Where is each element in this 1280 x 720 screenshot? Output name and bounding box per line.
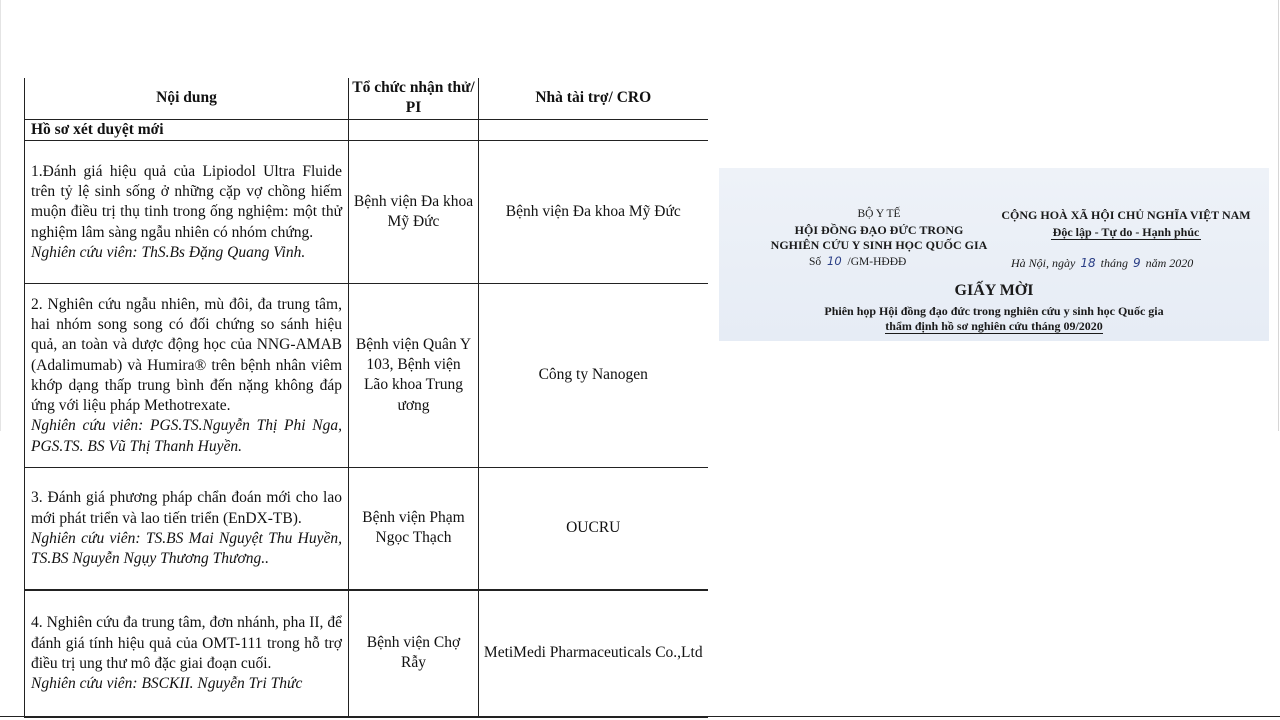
letter-subtitle-line1: Phiên họp Hội đồng đạo đức trong nghiên cứu y sinh học Quốc gia: [824, 304, 1164, 318]
sponsor-cell: Công ty Nanogen: [479, 283, 708, 467]
sponsor-cell: MetiMedi Pharmaceuticals Co.,Ltd: [479, 590, 708, 717]
study-title: 2. Nghiên cứu ngẫu nhiên, mù đôi, đa trung tâm, hai nhóm song song có đối chứng so sánh hiệu quả, an toàn và dược động học của NNG-AMAB (Adalimumab) và Humira® trên bệnh nhân viêm khớp dạng thấp trung bình đến nặng không đáp ứng với liệu pháp Methotrexate.: [31, 295, 342, 415]
header-content: Nội dung: [25, 78, 349, 119]
row-content: [25, 283, 349, 467]
letter-title: GIẤY MỜI: [954, 282, 1034, 299]
section-title: Hồ sơ xét duyệt mới: [25, 119, 349, 140]
place-date: Hà Nội, ngày 18 tháng 9 năm 2020: [1011, 256, 1194, 270]
table-row: [25, 467, 708, 590]
row-content: [25, 467, 349, 590]
sponsor-cell: Bệnh viện Đa khoa Mỹ Đức: [479, 140, 708, 283]
letter-subtitle-line2: thẩm định hồ sơ nghiên cứu tháng 09/2020: [885, 319, 1103, 333]
study-title: 3. Đánh giá phương pháp chẩn đoán mới cho lao mới phát triển và lao tiến triển (EnDX-TB).: [31, 489, 342, 527]
row-content: [25, 590, 349, 717]
document-number: Số 10 /GM-HĐĐĐ: [809, 254, 907, 268]
ministry-name: BỘ Y TẾ: [857, 208, 901, 220]
investigator: Nghiên cứu viên: PGS.TS.Nguyễn Thị Phi Nga, PGS.TS. BS Vũ Thị Thanh Huyền.: [31, 417, 342, 455]
study-title: 1.Đánh giá hiệu quả của Lipiodol Ultra Fluide trên tỷ lệ sinh sống ở những cặp vợ chồng hiếm muộn điều trị thụ tinh trong ống nghiệm: một thử nghiệm lâm sàng ngẫu nhiên có nhóm chứng.: [31, 162, 342, 241]
sponsor-cell: OUCRU: [479, 467, 708, 590]
organization-cell: Bệnh viện Phạm Ngọc Thạch: [349, 467, 479, 590]
investigator: Nghiên cứu viên: BSCKII. Nguyễn Tri Thức: [31, 675, 303, 693]
investigator: Nghiên cứu viên: ThS.Bs Đặng Quang Vinh.: [31, 243, 306, 261]
organization-cell: Bệnh viện Đa khoa Mỹ Đức: [349, 140, 479, 283]
council-name-line1: HỘI ĐỒNG ĐẠO ĐỨC TRONG: [794, 223, 964, 237]
section-row: [25, 119, 708, 140]
republic-name: CỘNG HOÀ XÃ HỘI CHỦ NGHĨA VIỆT NAM: [1001, 208, 1251, 222]
table-row: [25, 140, 708, 283]
table-row: [25, 283, 708, 467]
national-motto: Độc lập - Tự do - Hạnh phúc: [1052, 225, 1200, 239]
handwritten-day: 18: [1080, 256, 1096, 270]
header-organization: Tổ chức nhận thử/ PI: [349, 78, 479, 119]
investigator: Nghiên cứu viên: TS.BS Mai Nguyệt Thu Huyền, TS.BS Nguyễn Ngụy Thương Thương..: [31, 529, 342, 568]
table-row: [25, 590, 708, 717]
bottom-divider: [0, 716, 1280, 717]
council-name-line2: NGHIÊN CỨU Y SINH HỌC QUỐC GIA: [770, 238, 988, 252]
header-sponsor: Nhà tài trợ/ CRO: [479, 78, 708, 119]
handwritten-number: 10: [827, 254, 842, 268]
study-title: 4. Nghiên cứu đa trung tâm, đơn nhánh, pha II, để đánh giá tính hiệu quả của OMT-111 trong hỗ trợ điều trị ung thư mô đặc giai đoạn cuối.: [31, 614, 342, 672]
row-content: [25, 140, 349, 283]
organization-cell: Bệnh viện Quân Y 103, Bệnh viện Lão khoa Trung ương: [349, 283, 479, 467]
review-table: [24, 78, 708, 718]
handwritten-month: 9: [1132, 256, 1141, 270]
organization-cell: Bệnh viện Chợ Rẫy: [349, 590, 479, 717]
invitation-letterhead-image: [719, 168, 1269, 341]
